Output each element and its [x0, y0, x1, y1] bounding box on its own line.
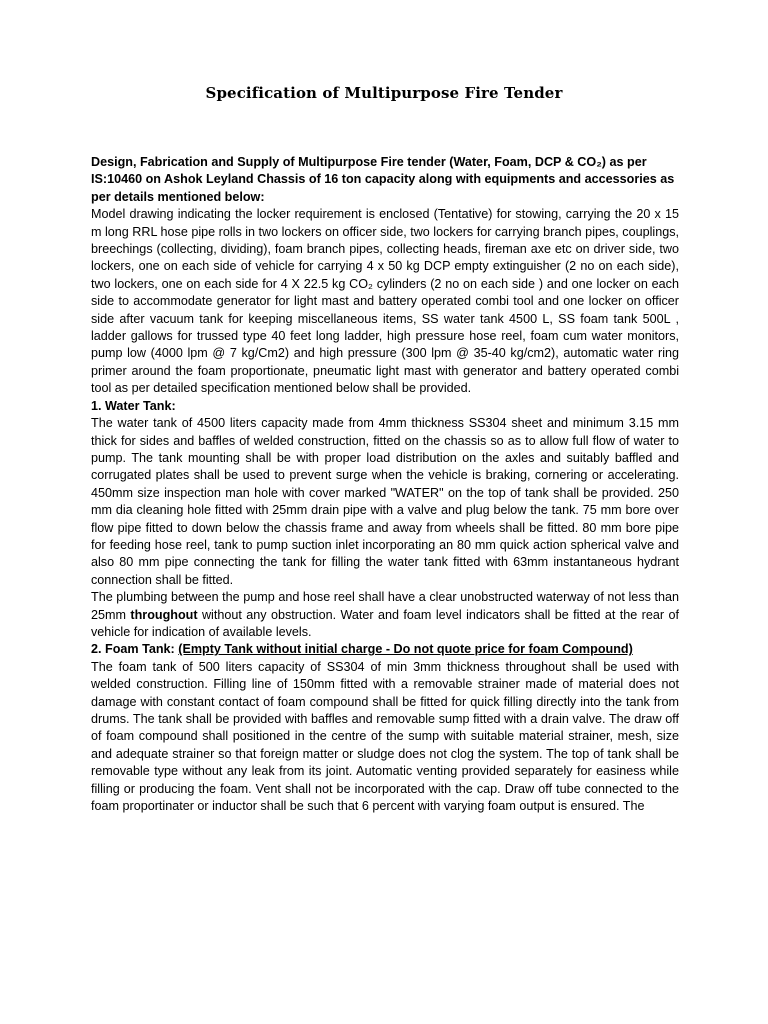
intro-paragraph: Design, Fabrication and Supply of Multipurpose Fire tender (Water, Foam, DCP & CO₂) as per IS:10460 on Ashok Leyland Chassis of 16 ton capacity along with equipments and accessories as per details mentioned below: — [91, 155, 675, 204]
section-heading-foam-tank — [91, 641, 679, 658]
plumbing-text-start: The plumbing between the pump and hose reel shall have a clear unobstructed waterway of not less than 25mm — [91, 590, 679, 622]
document-title: Specification of Multipurpose Fire Tender — [205, 84, 563, 102]
plumbing-text-emphasis: throughout — [130, 607, 198, 622]
model-drawing-paragraph: Model drawing indicating the locker requirement is enclosed (Tentative) for stowing, carrying the 20 x 15 m long RRL hose pipe rolls in two lockers on officer side, two lockers for carrying branch pipes, couplings, breechings (collecting, dividing), foam branch pipes, collecting heads, fireman axe etc on driver side, two lockers, one on each side of vehicle for carrying 4 x 50 kg DCP empty extinguisher (2 no on each side), two lockers, one on each side for 4 X 22.5 kg CO₂ cylinders (2 no on each side ) and one locker on each side to accommodate generator for light mast and battery operated combi tool and one locker on officer side after vacuum tank for keeping miscellaneous items, SS water tank 4500 L, SS foam tank 500L , ladder gallows for trussed type 40 feet long ladder, high pressure hose reel, foam cum water monitors, pump low (4000 lpm @ 7 kg/Cm2) and high pressure (300 lpm @ 35-40 kg/cm2), automatic water ring primer around the foam proportionate, pneumatic light mast with generator and battery operated combi tool as per detailed specification mentioned below shall be provided. — [91, 207, 679, 396]
section-heading-water-tank: 1. Water Tank: — [91, 398, 176, 413]
document-body — [91, 154, 679, 815]
foam-tank-heading-label: 2. Foam Tank: — [91, 642, 179, 657]
water-tank-paragraph: The water tank of 4500 liters capacity made from 4mm thickness SS304 sheet and minimum 3.15 mm thick for sides and baffles of welded construction, fitted on the chassis so as to allow full flow of water to pump. The tank mounting shall be with proper load distribution on the axles and suitably baffled and corrugated plates shall be used to prevent surge when the vehicle is braking, cornering or accelerating. 450mm size inspection man hole with cover marked "WATER" on the top of tank shall be provided. 250 mm dia cleaning hole fitted with 25mm drain pipe with a valve and plug below the tank. 75 mm bore over flow pipe fitted to down below the chassis frame and away from wheels shall be fitted. 80 mm bore pipe for feeding hose reel, tank to pump suction inlet incorporating an 80 mm quick action spherical valve and also 80 mm pipe connecting the tank for filling the water tank fitted with 63mm instantaneous hydrant connection shall be fitted. — [91, 416, 679, 587]
plumbing-paragraph — [91, 589, 679, 641]
foam-tank-heading-note: (Empty Tank without initial charge - Do not quote price for foam Compound) — [178, 642, 633, 657]
foam-tank-paragraph: The foam tank of 500 liters capacity of SS304 of min 3mm thickness throughout shall be used with welded construction. Filling line of 150mm fitted with a removable strainer made of material does not damage with constant contact of foam compound shall be fitted for quick filling directly into the tank from drums. The tank shall be provided with baffles and removable sump fitted with a drain valve. The draw off of foam compound shall positioned in the centre of the sump with suitable material strainer, mesh, size and adequate strainer so that foreign matter or sludge does not clog the system. The top of tank shall be removable type without any leak from its joint. Automatic venting provided separately for easiness while filling or producing the foam. Vent shall not be incorporated with the cap. Draw off tube connected to the foam proportinater or inductor shall be such that 6 percent with varying foam output is ensured. The — [91, 659, 679, 814]
plumbing-text-end: without any obstruction. Water and foam level indicators shall be fitted at the rear of vehicle for indication of available levels. — [91, 607, 679, 639]
